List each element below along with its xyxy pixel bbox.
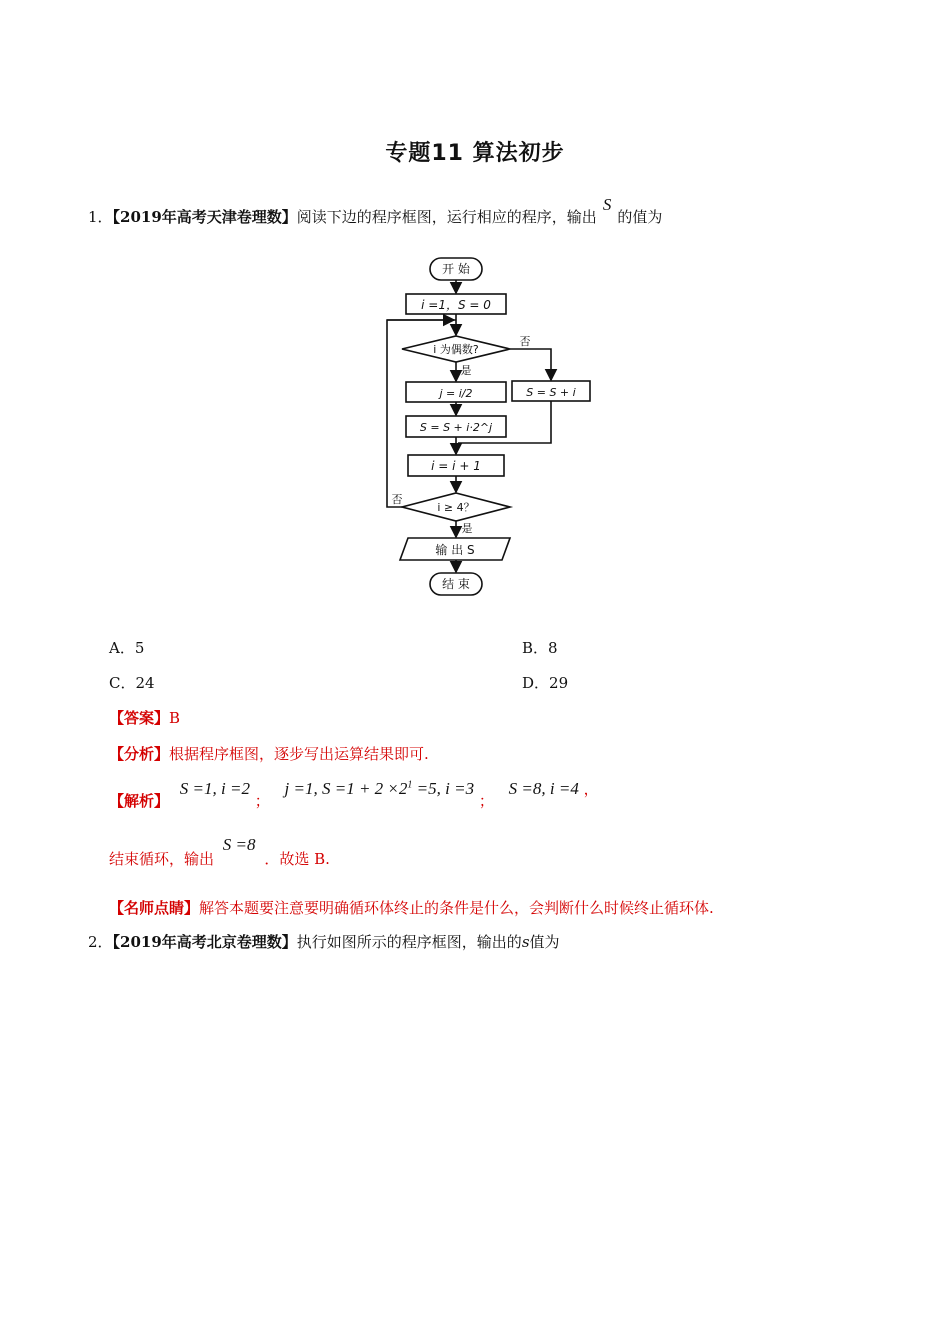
option-c — [109, 672, 155, 693]
option-b-label: B． — [522, 639, 549, 657]
question-2 — [88, 931, 560, 952]
option-d-value: 29 — [549, 674, 569, 692]
start-label: 开 始 — [442, 262, 470, 276]
incr-label: i = i + 1 — [431, 459, 481, 473]
solution-sep-3: ， — [583, 780, 599, 798]
assign-s1-label: S = S + i·2^j — [419, 421, 493, 434]
option-b — [522, 637, 558, 658]
solution-conclusion — [109, 834, 330, 868]
assign-j-label: j = i/2 — [439, 387, 473, 400]
conclusion-prefix: 结束循环，输出 — [109, 850, 215, 868]
solution-tag: 【解析】 — [109, 792, 170, 810]
option-a — [109, 637, 144, 658]
question-variable: S — [602, 195, 612, 214]
option-a-label: A． — [109, 639, 135, 657]
yes1-label: 是 — [460, 364, 472, 377]
question-2-number: 2． — [88, 933, 113, 951]
solution-step-2-main: j =1, S =1 + 2 ×2 — [284, 779, 408, 798]
flowchart — [370, 250, 610, 602]
answer-value: B — [169, 709, 181, 727]
question-2-text-end: 值为 — [529, 933, 560, 951]
output-label: 输 出 S — [435, 543, 475, 557]
solution-sep-2: ； — [478, 792, 494, 810]
option-c-label: C． — [109, 674, 136, 692]
option-d-label: D． — [522, 674, 550, 692]
question-2-source: 【2019年高考北京卷理数】 — [112, 933, 297, 951]
solution-step-1: S =1, i =2 — [179, 779, 250, 798]
analysis-tag: 【分析】 — [109, 745, 170, 763]
cond1-label: i 为偶数? — [433, 343, 479, 356]
no2-label: 否 — [391, 493, 403, 506]
conclusion-suffix: ．故选 B. — [264, 850, 330, 868]
option-b-value: 8 — [548, 639, 558, 657]
question-1 — [88, 195, 663, 227]
assign-s2-label: S = S + i — [526, 386, 576, 399]
solution-step-2 — [285, 779, 475, 798]
answer-tag: 【答案】 — [109, 709, 170, 727]
solution-line — [109, 778, 599, 810]
option-d — [522, 672, 568, 693]
end-label: 结 束 — [442, 577, 470, 591]
solution-sep-1: ； — [254, 792, 270, 810]
answer-line — [109, 707, 180, 728]
question-2-variable: s — [521, 933, 530, 951]
conclusion-math: S =8 — [222, 835, 256, 854]
analysis-text: 根据程序框图，逐步写出运算结果即可. — [169, 745, 429, 763]
tip-text: 解答本题要注意要明确循环体终止的条件是什么，会判断什么时候终止循环体. — [199, 899, 714, 917]
question-text-end: 的值为 — [617, 208, 663, 226]
tip-line — [109, 897, 714, 918]
analysis-line — [109, 743, 429, 764]
question-source: 【2019年高考天津卷理数】 — [112, 208, 297, 226]
solution-step-2-rest: =5, i =3 — [412, 779, 475, 798]
question-text: 阅读下边的程序框图，运行相应的程序，输出 — [296, 208, 597, 226]
question-number: 1． — [88, 208, 113, 226]
page-title: 专题11 算法初步 — [385, 141, 565, 166]
solution-step-3: S =8, i =4 — [508, 779, 579, 798]
init-label: i =1，S = 0 — [421, 298, 491, 312]
question-2-text: 执行如图所示的程序框图，输出的 — [296, 933, 522, 951]
solution-step-2-exp: 1 — [407, 779, 413, 791]
yes2-label: 是 — [461, 522, 473, 535]
option-a-value: 5 — [134, 639, 145, 657]
tip-tag: 【名师点睛】 — [109, 899, 200, 917]
option-c-value: 24 — [135, 674, 155, 692]
no1-label: 否 — [519, 335, 531, 348]
cond2-label: i ≥ 4？ — [437, 501, 475, 514]
